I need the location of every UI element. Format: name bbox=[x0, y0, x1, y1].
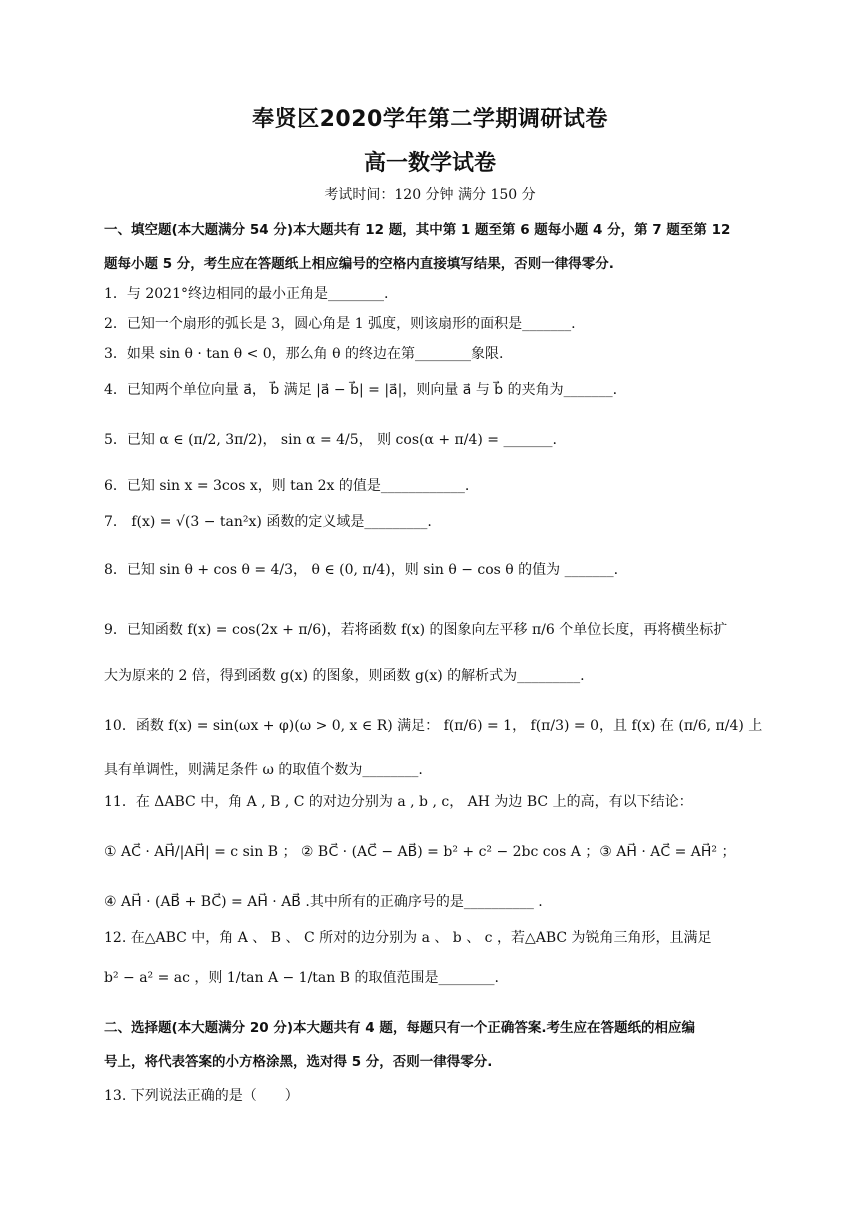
question-1: 1．与 2021°终边相同的最小正角是________. bbox=[104, 286, 389, 302]
question-11-line-3: ④ AH⃗ · (AB⃗ + BC⃗) = AH⃗ · AB⃗ .其中所有的正确序号的是__________ . bbox=[104, 894, 543, 910]
section-choice-heading-2: 号上，将代表答案的小方格涂黑，选对得 5 分，否则一律得零分. bbox=[104, 1054, 493, 1070]
question-3: 3．如果 sin θ · tan θ < 0，那么角 θ 的终边在第________象限. bbox=[104, 346, 504, 362]
question-6: 6．已知 sin x = 3cos x，则 tan 2x 的值是____________. bbox=[104, 478, 470, 494]
exam-subtitle: 高一数学试卷 bbox=[363, 151, 496, 176]
question-7: 7． f(x) = √(3 − tan²x) 函数的定义域是_________. bbox=[104, 514, 432, 530]
question-2: 2．已知一个扇形的弧长是 3，圆心角是 1 弧度，则该扇形的面积是_______. bbox=[104, 316, 576, 332]
question-5: 5．已知 α ∈ (π/2, 3π/2)， sin α = 4/5， 则 cos(α + π/4) = _______. bbox=[104, 432, 557, 448]
question-10-line-2: 具有单调性，则满足条件 ω 的取值个数为________. bbox=[104, 762, 423, 778]
question-8: 8．已知 sin θ + cos θ = 4/3， θ ∈ (0, π/4)，则 sin θ − cos θ 的值为 _______. bbox=[104, 562, 619, 578]
section-choice-heading-1: 二、选择题(本大题满分 20 分)本大题共有 4 题，每题只有一个正确答案.考生应在答题纸的相应编 bbox=[104, 1020, 695, 1036]
question-4: 4．已知两个单位向量 a⃗， b⃗ 满足 |a⃗ − b⃗| = |a⃗|，则向量 a⃗ 与 b⃗ 的夹角为_______. bbox=[104, 382, 618, 398]
section-fill-in-heading-2: 题每小题 5 分，考生应在答题纸上相应编号的空格内直接填写结果，否则一律得零分. bbox=[104, 256, 614, 272]
section-fill-in-heading-1: 一、填空题(本大题满分 54 分)本大题共有 12 题，其中第 1 题至第 6 题每小题 4 分，第 7 题至第 12 bbox=[104, 222, 731, 238]
question-9-line-1: 9．已知函数 f(x) = cos(2x + π/6)，若将函数 f(x) 的图象向左平移 π/6 个单位长度，再将横坐标扩 bbox=[104, 622, 728, 638]
question-13: 13. 下列说法正确的是（ ） bbox=[104, 1088, 299, 1104]
question-11-line-2: ① AC⃗ · AH⃗/|AH⃗| = c sin B ； ② BC⃗ · (AC⃗ − AB⃗) = b² + c² − 2bc cos A ；③ AH⃗ · AC⃗ = AH⃗² ； bbox=[104, 844, 736, 860]
question-12-line-1: 12. 在△ABC 中，角 A 、 B 、 C 所对的边分别为 a 、 b 、 c ，若△ABC 为锐角三角形，且满足 bbox=[104, 930, 712, 946]
question-9-line-2: 大为原来的 2 倍，得到函数 g(x) 的图象，则函数 g(x) 的解析式为_________. bbox=[104, 668, 585, 684]
question-11-line-1: 11．在 ΔABC 中，角 A , B , C 的对边分别为 a , b , c， AH 为边 BC 上的高，有以下结论： bbox=[104, 794, 693, 810]
exam-title: 奉贤区2020学年第二学期调研试卷 bbox=[252, 107, 608, 132]
question-12-line-2: b² − a² = ac ，则 1/tan A − 1/tan B 的取值范围是________. bbox=[104, 970, 499, 986]
question-10-line-1: 10．函数 f(x) = sin(ωx + φ)(ω > 0, x ∈ R) 满足： f(π/6) = 1， f(π/3) = 0，且 f(x) 在 (π/6, π/4) 上 bbox=[104, 718, 763, 734]
exam-info: 考试时间：120 分钟 满分 150 分 bbox=[324, 187, 536, 203]
